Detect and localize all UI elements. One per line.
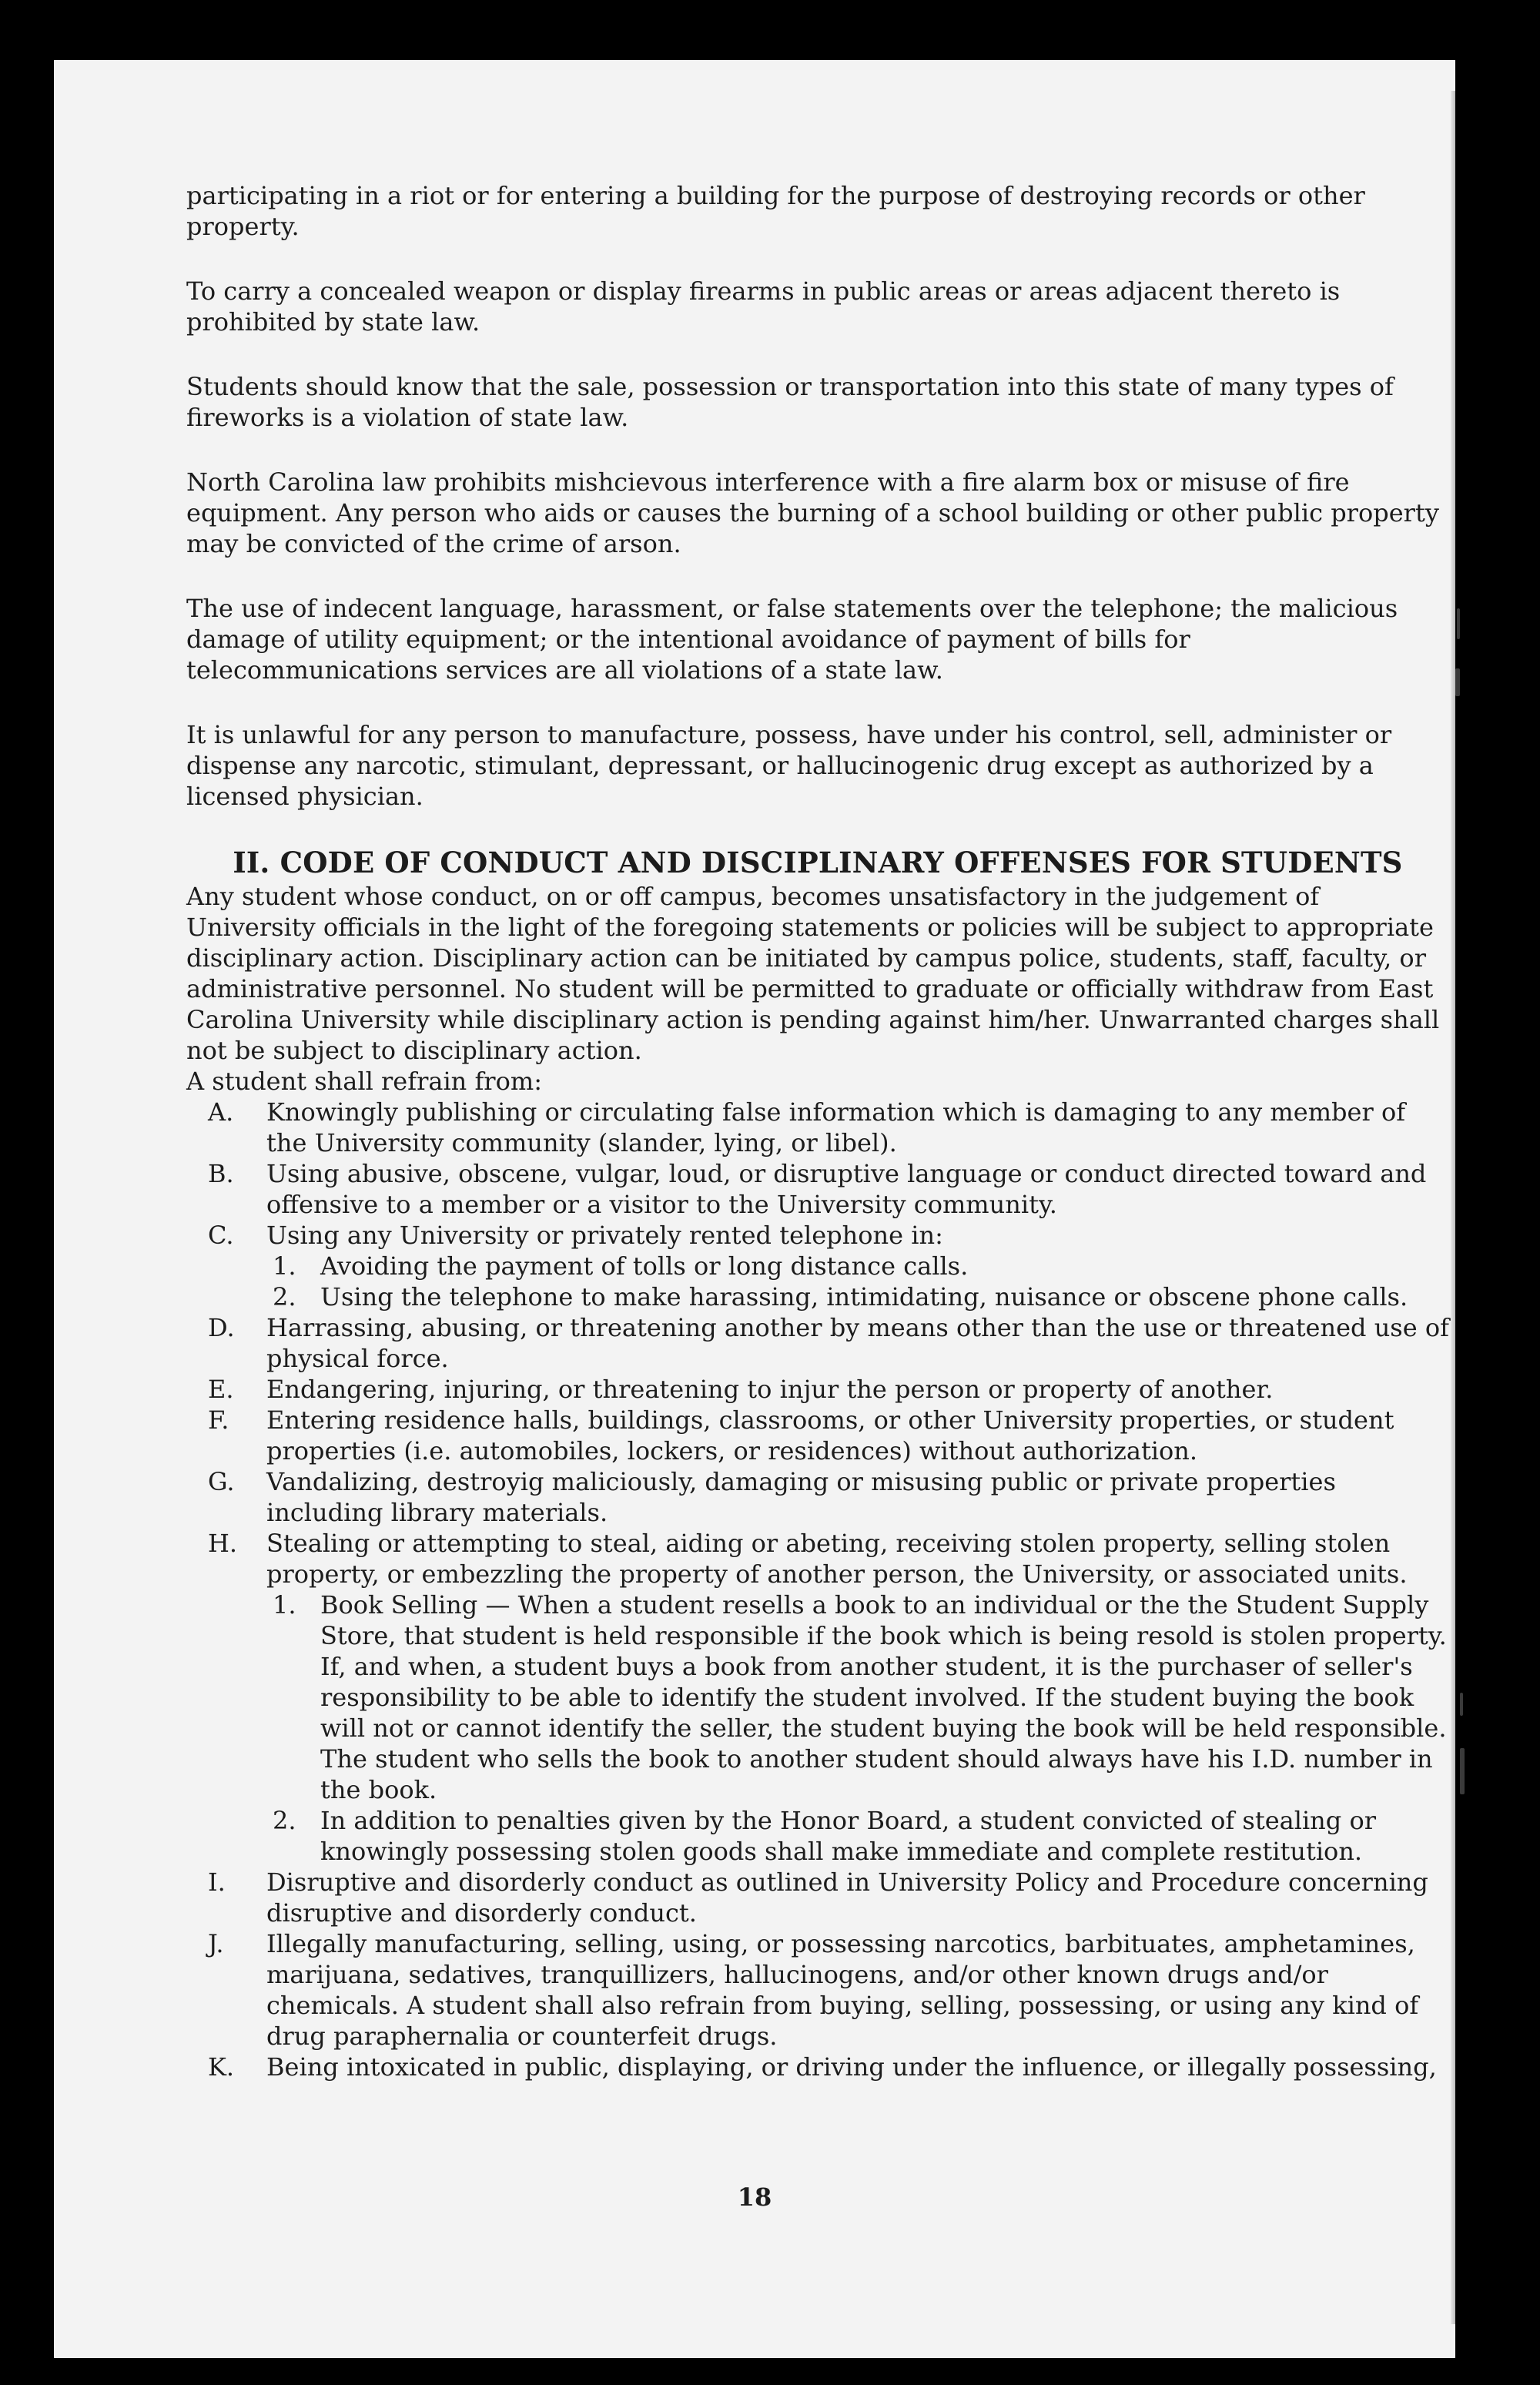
item-text: Vandalizing, destroyig maliciously, damaging or misusing public or private properties including library materials. — [266, 1467, 1336, 1527]
sub-item-text: Avoiding the payment of tolls or long distance calls. — [320, 1251, 969, 1281]
item-letter: K. — [208, 2052, 235, 2082]
sub-item-h2 — [266, 1805, 1449, 1867]
offense-item-j — [186, 1928, 1449, 2052]
page-content — [186, 180, 1449, 2082]
item-letter: B. — [208, 1159, 234, 1188]
paragraph-telephone: The use of indecent language, harassment, or false statements over the telephone; the malicious damage of utility equipment; or the intentional avoidance of payment of bills for telecommunications services are all violations of a state law. — [186, 594, 1398, 685]
sub-item-c1 — [266, 1251, 1449, 1281]
paragraph-narcotics: It is unlawful for any person to manufacture, possess, have under his control, sell, administer or dispense any narcotic, stimulant, depressant, or hallucinogenic drug except as authorized by a licensed physician. — [186, 720, 1392, 811]
offense-item-b — [186, 1158, 1449, 1220]
item-letter: A. — [208, 1097, 234, 1127]
item-text: Being intoxicated in public, displaying, or driving under the influence, or illegally possessing, — [266, 2052, 1437, 2082]
item-letter: G. — [208, 1467, 235, 1496]
offense-item-h — [186, 1528, 1449, 1867]
item-text: Using abusive, obscene, vulgar, loud, or disruptive language or conduct directed toward and offensive to a member or a visitor to the University community. — [266, 1159, 1427, 1219]
scan-artifact — [1460, 1693, 1463, 1716]
item-letter: I. — [208, 1867, 226, 1897]
sub-item-c2 — [266, 1281, 1449, 1312]
sub-item-number: 1. — [273, 1590, 296, 1620]
item-text: Disruptive and disorderly conduct as outlined in University Policy and Procedure concerning disruptive and disorderly conduct. — [266, 1867, 1428, 1928]
item-letter: D. — [208, 1313, 235, 1342]
offense-item-d — [186, 1312, 1449, 1374]
item-text: Illegally manufacturing, selling, using, or possessing narcotics, barbituates, amphetamines, marijuana, sedatives, tranquillizers, hallucinogens, and/or other known drugs and/or chemicals. A student shall also refrain from buying, selling, possessing, or using any kind of drug paraphernalia or counterfeit drugs. — [266, 1929, 1419, 2051]
offense-item-f — [186, 1405, 1449, 1466]
offense-item-c — [186, 1220, 1449, 1312]
item-letter: C. — [208, 1221, 234, 1250]
item-text: Harrassing, abusing, or threatening another by means other than the use or threatened use of physical force. — [266, 1313, 1449, 1373]
sub-item-text: In addition to penalties given by the Honor Board, a student convicted of stealing or knowingly possessing stolen goods shall make immediate and complete restitution. — [320, 1806, 1376, 1866]
scan-artifact — [1457, 608, 1460, 639]
section-intro: Any student whose conduct, on or off campus, becomes unsatisfactory in the judgement of University officials in the light of the foregoing statements or policies will be subject to appropriate disciplinary action. Disciplinary action can be initiated by campus police, students, staff, faculty, or administrative personnel. No student will be permitted to graduate or officially withdraw from East Carolina University while disciplinary action is pending against him/her. Unwarranted charges shall not be subject to disciplinary action. — [186, 882, 1440, 1065]
offense-item-k — [186, 2052, 1449, 2082]
item-letter: H. — [208, 1529, 238, 1558]
sub-item-number: 2. — [273, 1282, 296, 1311]
document-page — [54, 60, 1455, 2358]
sub-item-text: Using the telephone to make harassing, intimidating, nuisance or obscene phone calls. — [320, 1282, 1408, 1311]
item-text: Using any University or privately rented telephone in: — [266, 1221, 943, 1250]
offense-list — [186, 1097, 1449, 2082]
item-text: Endangering, injuring, or threatening to injur the person or property of another. — [266, 1375, 1274, 1404]
offense-item-a — [186, 1097, 1449, 1158]
scan-artifact — [1455, 668, 1460, 696]
scan-artifact — [1460, 1748, 1465, 1794]
page-number: 18 — [737, 2182, 772, 2212]
offense-item-i — [186, 1867, 1449, 1928]
item-letter: F. — [208, 1405, 229, 1435]
item-letter: J. — [208, 1929, 224, 1958]
section-heading: II. CODE OF CONDUCT AND DISCIPLINARY OFFENSES FOR STUDENTS — [233, 846, 1403, 879]
sub-item-number: 2. — [273, 1806, 296, 1835]
paragraph-weapons: To carry a concealed weapon or display firearms in public areas or areas adjacent thereto is prohibited by state law. — [186, 276, 1341, 337]
sub-item-number: 1. — [273, 1251, 296, 1281]
item-text: Knowingly publishing or circulating false information which is damaging to any member of the University community (slander, lying, or libel). — [266, 1097, 1406, 1157]
paragraph-fireworks: Students should know that the sale, possession or transportation into this state of many types of fireworks is a violation of state law. — [186, 372, 1394, 432]
paragraph-fire-alarm: North Carolina law prohibits mishcievous interference with a fire alarm box or misuse of fire equipment. Any person who aids or causes the burning of a school building or other public property may be convicted of the crime of arson. — [186, 467, 1439, 558]
paragraph-riot: participating in a riot or for entering a building for the purpose of destroying records or other property. — [186, 181, 1365, 241]
sub-item-h1 — [266, 1589, 1449, 1805]
offense-item-e — [186, 1374, 1449, 1405]
refrain-intro: A student shall refrain from: — [186, 1067, 542, 1096]
offense-item-g — [186, 1466, 1449, 1528]
item-letter: E. — [208, 1375, 234, 1404]
item-text: Stealing or attempting to steal, aiding or abeting, receiving stolen property, selling stolen property, or embezzling the property of another person, the University, or associated units. — [266, 1529, 1408, 1589]
sub-item-text: Book Selling — When a student resells a book to an individual or the the Student Supply Store, that student is held responsible if the book which is being resold is stolen property. If, and when, a student buys a book from another student, it is the purchaser of seller's responsibility to be able to identify the student involved. If the student buying the book will not or cannot identify the seller, the student buying the book will be held responsible. The student who sells the book to another student should always have his I.D. number in the book. — [320, 1590, 1447, 1804]
page-edge-shadow — [1451, 91, 1455, 2324]
item-text: Entering residence halls, buildings, classrooms, or other University properties, or student properties (i.e. automobiles, lockers, or residences) without authorization. — [266, 1405, 1394, 1466]
